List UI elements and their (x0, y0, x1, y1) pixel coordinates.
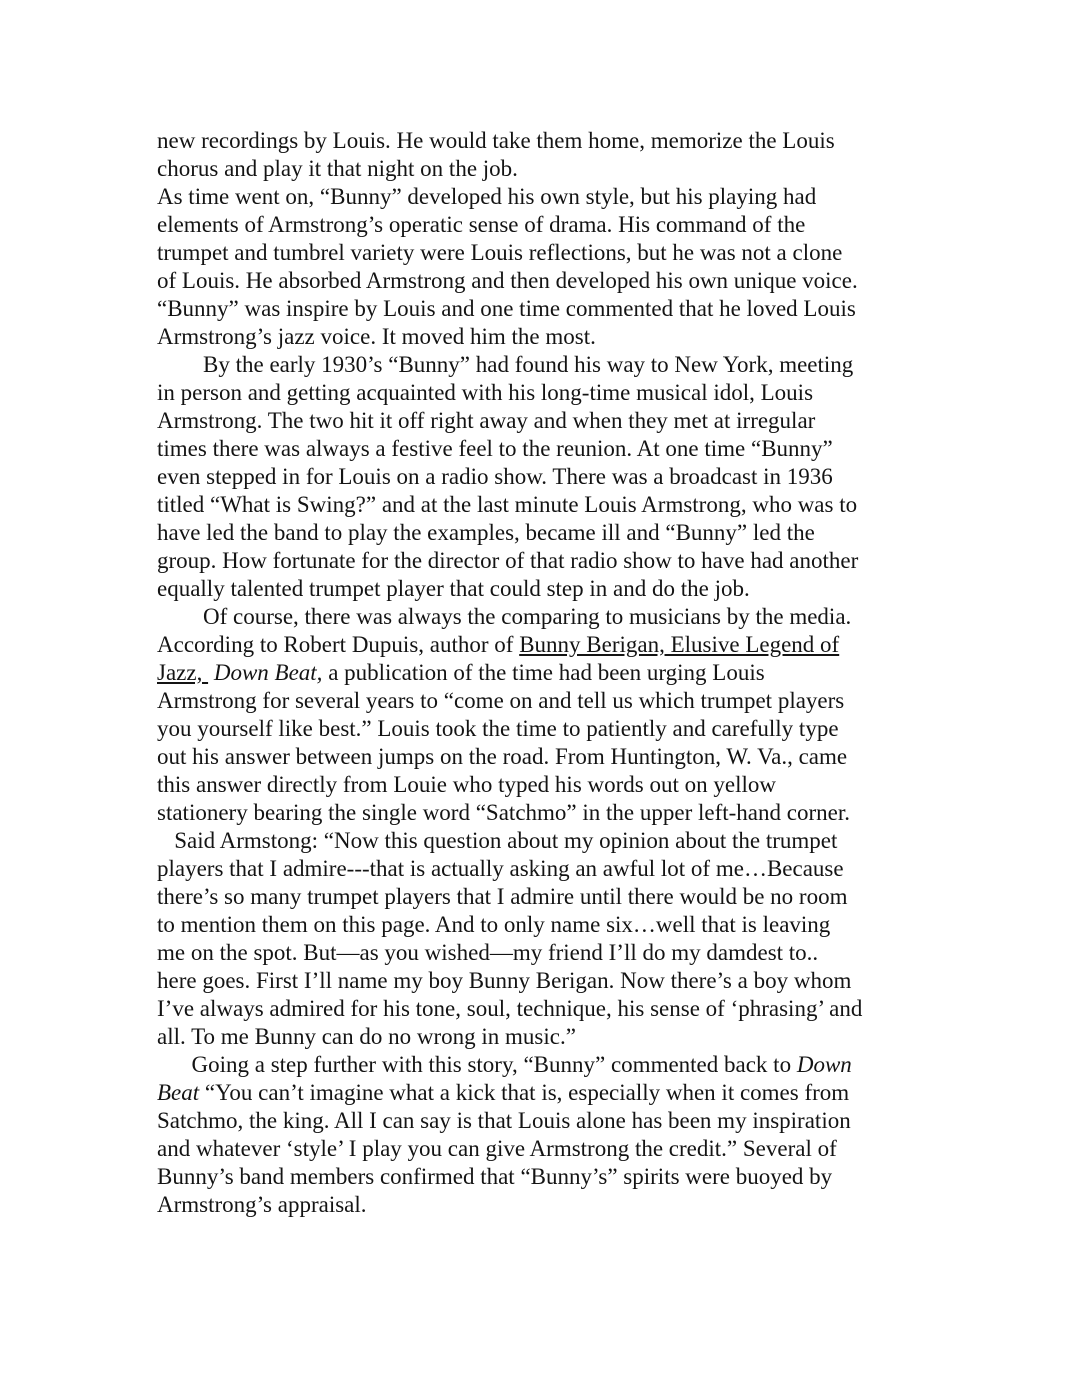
text-line (157, 659, 947, 687)
text-line: Armstrong’s appraisal. (157, 1192, 367, 1217)
document-page (157, 127, 947, 1219)
text-line: even stepped in for Louis on a radio show. There was a broadcast in 1936 (157, 464, 833, 489)
text-line: in person and getting acquainted with his long-time musical idol, Louis (157, 380, 814, 405)
text-line: elements of Armstrong’s operatic sense of drama. His command of the (157, 212, 806, 237)
text-line: have led the band to play the examples, became ill and “Bunny” led the (157, 520, 815, 545)
text-line: trumpet and tumbrel variety were Louis reflections, but he was not a clone (157, 240, 843, 265)
text-line: all. To me Bunny can do no wrong in music.” (157, 1024, 576, 1049)
text-line: times there was always a festive feel to the reunion. At one time “Bunny” (157, 436, 833, 461)
text-line (157, 1051, 947, 1079)
text-line: chorus and play it that night on the job. (157, 156, 518, 181)
publication-name-cont: Beat (157, 1080, 200, 1105)
text-run: Going a step further with this story, “Bunny” commented back to (157, 1052, 797, 1077)
text-line: equally talented trumpet player that could step in and do the job. (157, 576, 750, 601)
text-line: out his answer between jumps on the road. From Huntington, W. Va., came (157, 744, 848, 769)
text-line: Armstrong. The two hit it off right away and when they met at irregular (157, 408, 816, 433)
text-line: By the early 1930’s “Bunny” had found his way to New York, meeting (157, 352, 854, 377)
text-line: I’ve always admired for his tone, soul, technique, his sense of ‘phrasing’ and (157, 996, 863, 1021)
text-line: of Louis. He absorbed Armstrong and then developed his own unique voice. (157, 268, 858, 293)
text-line: this answer directly from Louie who typed his words out on yellow (157, 772, 776, 797)
book-title: Bunny Berigan, Elusive Legend of (519, 632, 840, 657)
text-line: As time went on, “Bunny” developed his own style, but his playing had (157, 184, 817, 209)
text-line (157, 631, 947, 659)
text-run: a publication of the time had been urging Louis (322, 660, 765, 685)
text-line: players that I admire---that is actually asking an awful lot of me…Because (157, 856, 844, 881)
text-line: there’s so many trumpet players that I admire until there would be no room (157, 884, 848, 909)
text-line: new recordings by Louis. He would take them home, memorize the Louis (157, 128, 835, 153)
text-run: According to Robert Dupuis, author of (157, 632, 520, 657)
text-line: group. How fortunate for the director of that radio show to have had another (157, 548, 859, 573)
text-line: and whatever ‘style’ I play you can give Armstrong the credit.” Several of (157, 1136, 837, 1161)
text-line: here goes. First I’ll name my boy Bunny Berigan. Now there’s a boy whom (157, 968, 852, 993)
book-title-cont: Jazz, (157, 660, 209, 685)
text-line: Armstrong’s jazz voice. It moved him the most. (157, 324, 596, 349)
text-line: Said Armstong: “Now this question about my opinion about the trumpet (157, 828, 838, 853)
text-run: “You can’t imagine what a kick that is, especially when it comes from (199, 1080, 850, 1105)
text-line: Armstrong for several years to “come on and tell us which trumpet players (157, 688, 845, 713)
text-line: to mention them on this page. And to only name six…well that is leaving (157, 912, 831, 937)
text-line: Satchmo, the king. All I can say is that Louis alone has been my inspiration (157, 1108, 851, 1133)
text-line: you yourself like best.” Louis took the time to patiently and carefully type (157, 716, 839, 741)
text-line: titled “What is Swing?” and at the last minute Louis Armstrong, who was to (157, 492, 858, 517)
publication-name: Down Beat, (213, 660, 323, 685)
publication-name: Down (796, 1052, 852, 1077)
text-line: stationery bearing the single word “Satchmo” in the upper left-hand corner. (157, 800, 850, 825)
text-line (157, 1079, 947, 1107)
text-line: me on the spot. But—as you wished—my friend I’ll do my damdest to.. (157, 940, 819, 965)
text-line: Bunny’s band members confirmed that “Bunny’s” spirits were buoyed by (157, 1164, 833, 1189)
text-line: “Bunny” was inspire by Louis and one time commented that he loved Louis (157, 296, 856, 321)
text-line: Of course, there was always the comparing to musicians by the media. (157, 604, 852, 629)
